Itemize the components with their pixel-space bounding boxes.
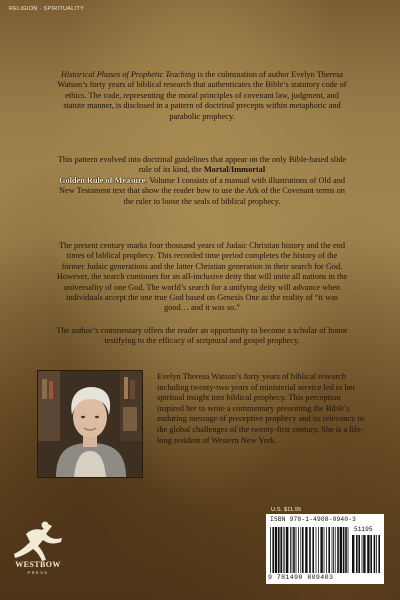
author-portrait-icon xyxy=(38,371,142,477)
barcode-bar xyxy=(292,527,293,573)
barcode-bar xyxy=(298,527,299,573)
barcode-bar xyxy=(270,527,271,573)
barcode-bar xyxy=(272,527,274,573)
barcode-bar xyxy=(326,527,327,573)
ruler-name: Mortal/Immortal xyxy=(203,165,266,175)
barcode-bar xyxy=(335,527,336,573)
barcode-bar xyxy=(324,527,325,573)
blurb-p2-text-a: This pattern evolved into doctrinal guidelines that appear on the only Bible-based slide rule of its kind, the xyxy=(57,155,347,175)
barcode-bar xyxy=(376,535,377,573)
barcode-bar xyxy=(312,527,314,573)
ean-digits: 9 781490 809403 xyxy=(268,574,334,581)
barcode-bar xyxy=(362,535,363,573)
barcode-bar xyxy=(318,527,319,573)
barcode-bar xyxy=(305,527,307,573)
blurb-paragraph-3: The present century marks four thousand years of Judaic Christian history and the end times of biblical prophecy. This recorded time period completes the history of the former Judaic generations and the latter Christian generation in their search for God. However, the search continues for an all-inclusive deity that will unite all nations in the universality of one God. The world’s search for a unifying deity will advance when individuals accept the one true God based on Genesis One as the reality of “it was good… and it was so.” xyxy=(56,241,348,313)
barcode-bar xyxy=(363,535,365,573)
isbn-label: ISBN 978-1-4908-0940-3 xyxy=(270,516,357,523)
barcode-bar xyxy=(300,527,301,573)
barcode-bar xyxy=(343,527,345,573)
publisher-name: WESTBOW xyxy=(15,560,61,569)
barcode-bar xyxy=(293,527,295,573)
barcode-bar xyxy=(296,527,297,573)
blurb-p1-text: is the culmination of author Evelyn Theresa Watson’s forty years of biblical research that authenticates the Bible’s statutory code of ethics. The code, representing the moral principles of covenant law, judgment, and statute manner, is disclosed in a pattern of doctrinal precepts within metaphoric and parabolic prophecy. xyxy=(57,70,347,121)
barcode-bar xyxy=(316,527,317,573)
barcode-bar xyxy=(374,535,376,573)
barcode-bar xyxy=(278,527,280,573)
blurb-paragraph-2 xyxy=(56,155,348,207)
ean-barcode-icon xyxy=(270,527,350,573)
barcode-bar xyxy=(275,527,277,573)
barcode-bar xyxy=(302,527,304,573)
barcode-bar xyxy=(320,527,322,573)
book-title: Historical Phases of Prophetic Teaching xyxy=(61,70,196,79)
barcode-bar xyxy=(352,535,354,573)
barcode-bar xyxy=(309,527,311,573)
supplement-barcode-icon xyxy=(352,535,380,573)
barcode-bar xyxy=(358,535,360,573)
blurb-paragraph-1 xyxy=(56,70,348,122)
golden-rule-name: Golden Rule of Measure xyxy=(58,175,146,185)
barcode xyxy=(266,514,384,584)
runner-icon xyxy=(8,520,68,562)
category-label: RELIGION · SPIRITUALITY xyxy=(9,6,85,12)
barcode-bar xyxy=(337,527,339,573)
barcode-bar xyxy=(340,527,342,573)
barcode-bar xyxy=(356,535,358,573)
barcode-bar xyxy=(280,527,282,573)
blurb-p2-text-b: . Volume I consists of a manual with illustrations of Old and New Testament text that show the reader how to use the Ark of the Covenant terms on the ruler to loose the seals of biblical prophecy. xyxy=(59,175,345,206)
author-photo xyxy=(37,370,143,478)
publisher-logo xyxy=(8,520,68,582)
barcode-bar xyxy=(370,535,372,573)
price-supplement: 51195 xyxy=(354,526,373,533)
barcode-bar xyxy=(290,527,291,573)
barcode-bar xyxy=(284,527,285,573)
barcode-bar xyxy=(345,527,347,573)
price-label: U.S. $11.95 xyxy=(271,507,302,513)
author-bio: Evelyn Theresa Watson’s forty years of biblical research including twenty-two years of ministerial service led to her spiritual insight into biblical prophecy. This perception inspired her to write a commentary presenting the Bible’s enduring message of preceptive prophecy and its relevancy to the global challenges of the twenty-first century. She is a life-long resident of Western New York. xyxy=(157,372,364,445)
barcode-bar xyxy=(367,535,369,573)
barcode-bar xyxy=(328,527,330,573)
barcode-bar xyxy=(333,527,334,573)
barcode-bar xyxy=(283,527,284,573)
blurb-paragraph-4: The author’s commentary offers the reader an opportunity to become a scholar of honor testifying to the efficacy of scriptural and gospel prophecy. xyxy=(56,326,348,346)
barcode-bar xyxy=(378,535,380,573)
barcode-bar xyxy=(286,527,288,573)
barcode-bar xyxy=(348,527,349,573)
publisher-press: PRESS xyxy=(27,570,49,575)
barcode-bar xyxy=(332,527,333,573)
